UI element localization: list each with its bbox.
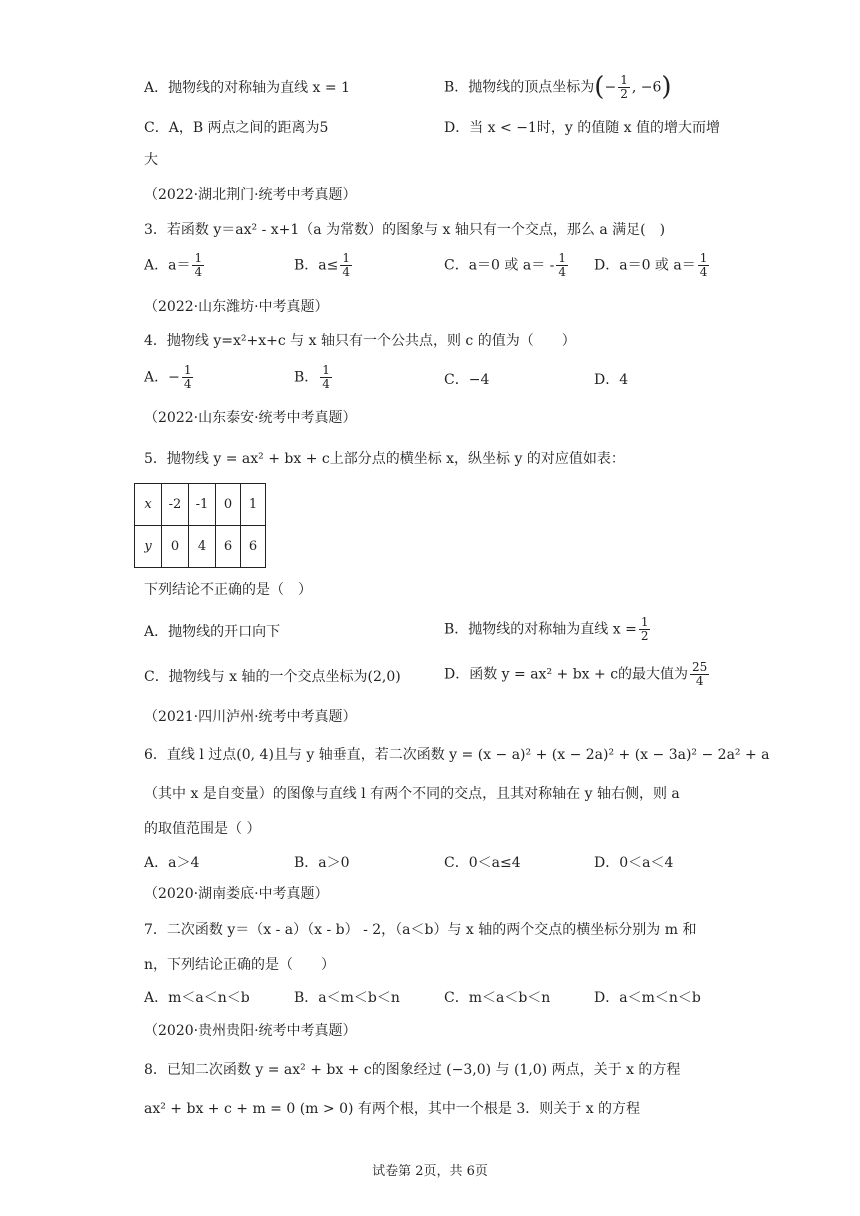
numerator: 1 <box>342 251 351 265</box>
denominator: 4 <box>558 265 567 280</box>
fraction <box>639 616 651 643</box>
prefix: D．a＝0 或 a＝ <box>594 257 696 274</box>
q6-option-a: A．a＞4 <box>144 855 200 871</box>
paren-open: ( <box>594 72 605 102</box>
table-cell: 6 <box>216 526 241 568</box>
q7-option-c: C．m＜a＜b＜n <box>444 990 551 1006</box>
q2-option-b: B．抛物线的顶点坐标为(− $\frac{1}{2}$ , −6) <box>444 72 672 102</box>
q2-option-d-cont: 大 <box>144 152 158 168</box>
fraction <box>698 252 710 279</box>
denominator: 2 <box>620 87 628 102</box>
q3-option-c <box>444 252 570 279</box>
numerator: 1 <box>558 251 567 265</box>
q3-source: （2022·湖北荆门·统考中考真题） <box>144 187 357 203</box>
prefix: B． <box>294 369 319 386</box>
prefix: C．a＝0 或 a＝ - <box>444 257 555 274</box>
numerator: 1 <box>620 72 628 87</box>
denominator: 4 <box>183 377 192 392</box>
q5-value-table <box>134 483 266 568</box>
q5-option-c: C．抛物线与 x 轴的一个交点坐标为(2,0) <box>144 669 401 685</box>
q4-option-a <box>144 364 195 391</box>
numerator: 1 <box>183 363 192 377</box>
q4-stem: 4．抛物线 y=x²+x+c 与 x 轴只有一个公共点，则 c 的值为（ ） <box>144 333 576 349</box>
denominator: 2 <box>640 629 649 644</box>
table-row <box>135 484 266 526</box>
q7-option-d: D．a＜m＜n＜b <box>594 990 701 1006</box>
q6-option-d: D．0＜a＜4 <box>594 855 674 871</box>
denominator: 4 <box>322 377 330 392</box>
q7-stem-line-2: n，下列结论正确的是（ ） <box>144 957 336 973</box>
table-cell: 4 <box>189 526 216 568</box>
q5-source: （2022·山东泰安·统考中考真题） <box>144 410 357 426</box>
numerator: 1 <box>640 615 649 629</box>
q5-stem: 5．抛物线 y = ax² + bx + c上部分点的横坐标 x，纵坐标 y 的对应值如表： <box>144 451 625 467</box>
fraction <box>690 661 709 688</box>
fraction <box>192 252 204 279</box>
q8-stem-line-1: 8．已知二次函数 y = ax² + bx + c的图象经过 (−3,0) 与 (1,0) 两点，关于 x 的方程 <box>144 1062 681 1078</box>
fraction <box>340 252 352 279</box>
q6-option-c: C．0＜a≤4 <box>444 855 521 871</box>
q7-option-a: A．m＜a＜n＜b <box>144 990 250 1006</box>
q7-source: （2020·湖南娄底·中考真题） <box>144 886 329 902</box>
page-footer: 试卷第 2页，共 6页 <box>372 1164 488 1179</box>
q3-option-b <box>294 252 354 279</box>
paren-close: ) <box>661 72 672 102</box>
q4-option-b <box>294 364 334 391</box>
q4-option-c: C．−4 <box>444 372 490 388</box>
q3-option-d <box>594 252 711 279</box>
table-cell: 6 <box>241 526 266 568</box>
fraction <box>556 252 568 279</box>
q2-option-a: A．抛物线的对称轴为直线 x = 1 <box>144 80 350 96</box>
q5-option-d <box>444 661 711 688</box>
q8-source: （2020·贵州贵阳·统考中考真题） <box>144 1023 357 1039</box>
q5-question: 下列结论不正确的是（ ） <box>144 582 312 598</box>
q2-option-b-tail: , −6 <box>631 79 662 96</box>
q4-option-d: D．4 <box>594 372 629 388</box>
table-cell: y <box>135 526 162 568</box>
fraction <box>320 364 332 391</box>
q8-stem-line-2: ax² + bx + c + m = 0 (m > 0) 有两个根，其中一个根是 3．则关于 x 的方程 <box>144 1101 641 1117</box>
numerator: 1 <box>699 251 708 265</box>
table-cell: -2 <box>162 484 189 526</box>
q5-option-b <box>444 616 652 643</box>
denominator: 4 <box>699 265 708 280</box>
prefix: A．− <box>144 369 180 386</box>
denominator: 4 <box>194 265 203 280</box>
numerator: 25 <box>692 660 708 674</box>
prefix: B．抛物线的对称轴为直线 x = <box>444 621 637 638</box>
q3-stem: 3．若函数 y＝ax² - x+1（a 为常数）的图象与 x 轴只有一个交点，那么 a 满足( ) <box>144 222 666 238</box>
q6-source: （2021·四川泸州·统考中考真题） <box>144 709 357 725</box>
table-row <box>135 526 266 568</box>
q6-option-b: B．a＞0 <box>294 855 350 871</box>
table-cell: 0 <box>162 526 189 568</box>
numerator: 1 <box>322 363 330 377</box>
q2-option-c: C．A，B 两点之间的距离为5 <box>144 120 329 136</box>
q6-stem-line-2: （其中 x 是自变量）的图像与直线 l 有两个不同的交点，且其对称轴在 y 轴右侧，则 a <box>144 786 680 802</box>
fraction <box>182 364 194 391</box>
q3-option-a <box>144 252 206 279</box>
table-cell: -1 <box>189 484 216 526</box>
q4-source: （2022·山东潍坊·中考真题） <box>144 299 329 315</box>
table-cell: x <box>135 484 162 526</box>
prefix: B．a≤ <box>294 257 339 274</box>
numerator: 1 <box>194 251 203 265</box>
q6-stem-line-3: 的取值范围是（ ） <box>144 821 261 837</box>
q7-option-b: B．a＜m＜b＜n <box>294 990 400 1006</box>
table-cell: 1 <box>241 484 266 526</box>
denominator: 4 <box>342 265 351 280</box>
prefix: A．a＝ <box>144 257 191 274</box>
prefix: D．函数 y = ax² + bx + c的最大值为 <box>444 666 689 683</box>
q2-option-d: D．当 x < −1时，y 的值随 x 值的增大而增 <box>444 120 720 136</box>
q7-stem-line-1: 7．二次函数 y＝（x - a）（x - b） - 2，（a＜b）与 x 轴的两个交点的横坐标分别为 m 和 <box>144 922 697 938</box>
q6-stem-line-1: 6．直线 l 过点(0, 4)且与 y 轴垂直，若二次函数 y = (x − a)² + (x − 2a)² + (x − 3a)² − 2a² + a <box>144 747 770 763</box>
q2-option-b-fraction <box>618 74 630 101</box>
denominator: 4 <box>695 674 704 689</box>
q5-option-a: A．抛物线的开口向下 <box>144 624 281 640</box>
table-cell: 0 <box>216 484 241 526</box>
q2-option-b-prefix: B．抛物线的顶点坐标为 <box>444 79 595 96</box>
